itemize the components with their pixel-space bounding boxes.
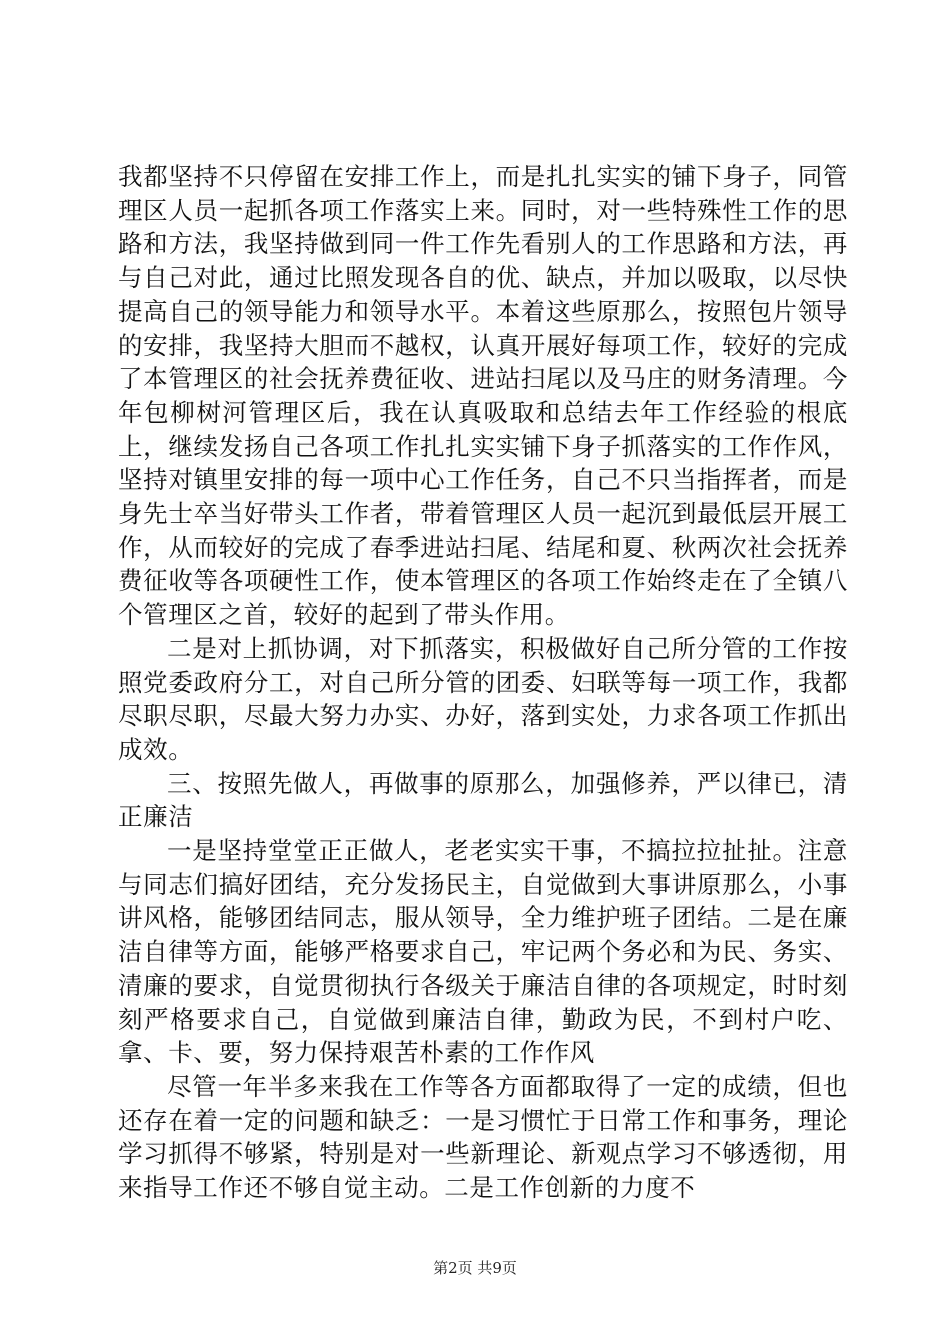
page-number-footer: 第2页 共9页 <box>433 1259 517 1277</box>
section-heading-integrity: 三、按照先做人，再做事的原那么，加强修养，严以律已，清正廉洁 <box>118 768 848 832</box>
paragraph-continuation: 我都坚持不只停留在安排工作上，而是扎扎实实的铺下身子，同管理区人员一起抓各项工作落实上来。同时，对一些特殊性工作的思路和方法，我坚持做到同一件工作先看别人的工作思路和方法，再与自己对此，通过比照发现各自的优、缺点，并加以吸取，以尽快提高自己的领导能力和领导水平。本着这些原那么，按照包片领导的安排，我坚持大胆而不越权，认真开展好每项工作，较好的完成了本管理区的社会抚养费征收、进站扫尾以及马庄的财务清理。今年包柳树河管理区后，我在认真吸取和总结去年工作经验的根底上，继续发扬自己各项工作扎扎实实铺下身子抓落实的工作作风，坚持对镇里安排的每一项中心工作任务，自己不只当指挥者，而是身先士卒当好带头工作者，带着管理区人员一起沉到最低层开展工作，从而较好的完成了春季进站扫尾、结尾和夏、秋两次社会抚养费征收等各项硬性工作，使本管理区的各项工作始终走在了全镇八个管理区之首，较好的起到了带头作用。 <box>118 162 848 630</box>
paragraph-integrity: 一是坚持堂堂正正做人，老老实实干事，不搞拉拉扯扯。注意与同志们搞好团结，充分发扬民主，自觉做到大事讲原那么，小事讲风格，能够团结同志，服从领导，全力维护班子团结。二是在廉洁自律等方面，能够严格要求自己，牢记两个务必和为民、务实、清廉的要求，自觉贯彻执行各级关于廉洁自律的各项规定，时时刻刻严格要求自己，自觉做到廉洁自律，勤政为民，不到村户吃、拿、卡、要，努力保持艰苦朴素的工作作风 <box>118 836 848 1068</box>
document-body <box>118 160 848 1205</box>
paragraph-shortcomings: 尽管一年半多来我在工作等各方面都取得了一定的成绩，但也还存在着一定的问题和缺乏：一是习惯忙于日常工作和事务，理论学习抓得不够紧，特别是对一些新理论、新观点学习不够透彻，用来指导工作还不够自觉主动。二是工作创新的力度不 <box>118 1071 848 1203</box>
paragraph-coordination: 二是对上抓协调，对下抓落实，积极做好自己所分管的工作按照党委政府分工，对自己所分管的团委、妇联等每一项工作，我都尽职尽职，尽最大努力办实、办好，落到实处，力求各项工作抓出成效。 <box>118 633 848 764</box>
